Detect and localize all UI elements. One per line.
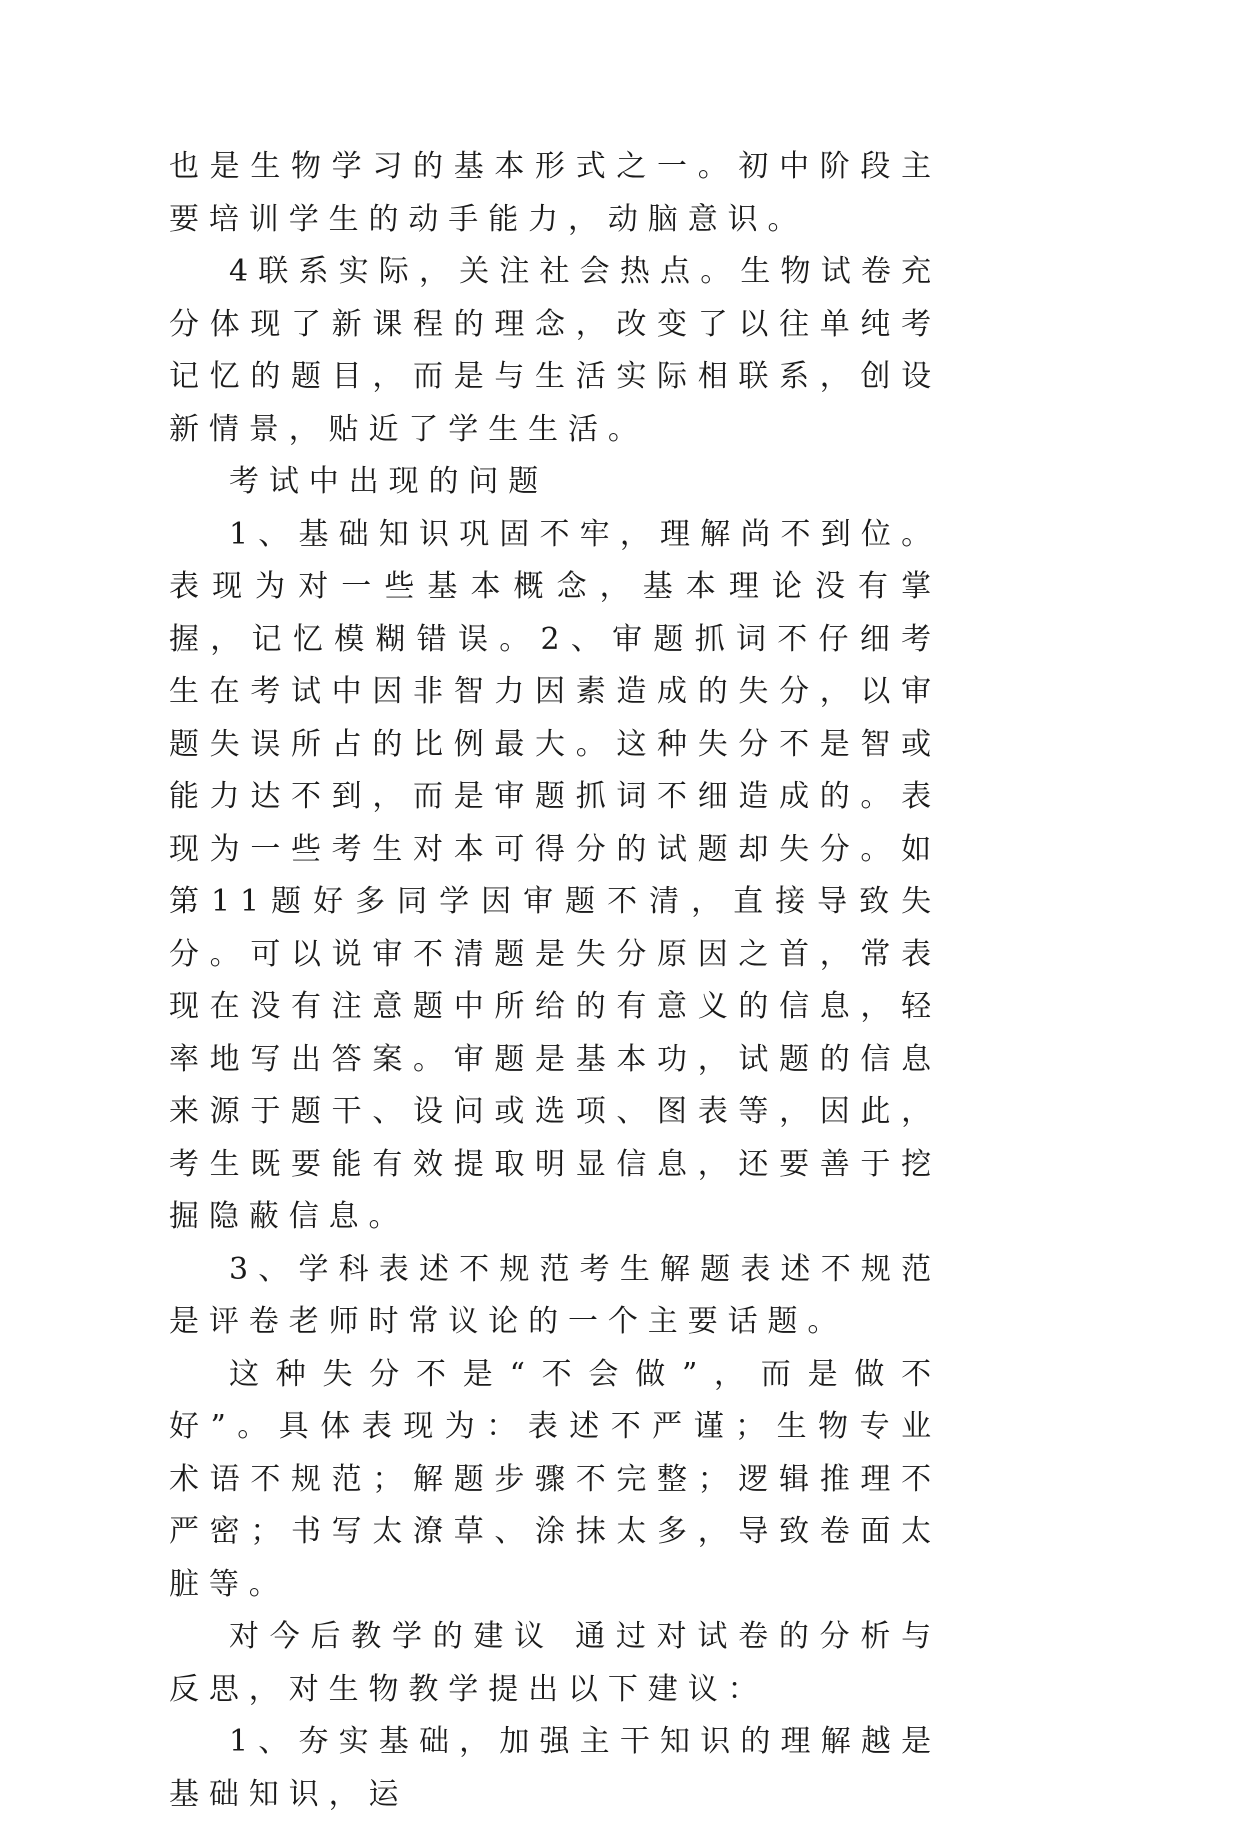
paragraph: 也是生物学习的基本形式之一。初中阶段主要培训学生的动手能力，动脑意识。 <box>169 149 941 237</box>
section-heading: 考试中出现的问题 <box>229 464 549 499</box>
paragraph: 3、学科表述不规范考生解题表述不规范是评卷老师时常议论的一个主要话题。 <box>169 1251 941 1339</box>
paragraph: 1、夯实基础，加强主干知识的理解越是基础知识，运 <box>169 1724 941 1812</box>
document-body <box>169 141 941 1821</box>
paragraph: 1、基础知识巩固不牢，理解尚不到位。表现为对一些基本概念，基本理论没有掌握，记忆模糊错误。2、审题抓词不仔细考生在考试中因非智力因素造成的失分，以审题失误所占的比例最大。这种失分不是智或能力达不到，而是审题抓词不细造成的。表现为一些考生对本可得分的试题却失分。如第11题好多同学因审题不清，直接导致失分。可以说审不清题是失分原因之首，常表现在没有注意题中所给的有意义的信息，轻率地写出答案。审题是基本功，试题的信息来源于题干、设问或选项、图表等，因此，考生既要能有效提取明显信息，还要善于挖掘隐蔽信息。 <box>169 516 941 1234</box>
paragraph: 对今后教学的建议 通过对试卷的分析与反思，对生物教学提出以下建议： <box>169 1619 941 1707</box>
paragraph: 这种失分不是“不会做”，而是做不好”。具体表现为：表述不严谨；生物专业术语不规范；解题步骤不完整；逻辑推理不严密；书写太潦草、涂抹太多，导致卷面太脏等。 <box>169 1356 941 1602</box>
paragraph: 4联系实际，关注社会热点。生物试卷充分体现了新课程的理念，改变了以往单纯考记忆的题目，而是与生活实际相联系，创设新情景，贴近了学生生活。 <box>169 254 941 447</box>
